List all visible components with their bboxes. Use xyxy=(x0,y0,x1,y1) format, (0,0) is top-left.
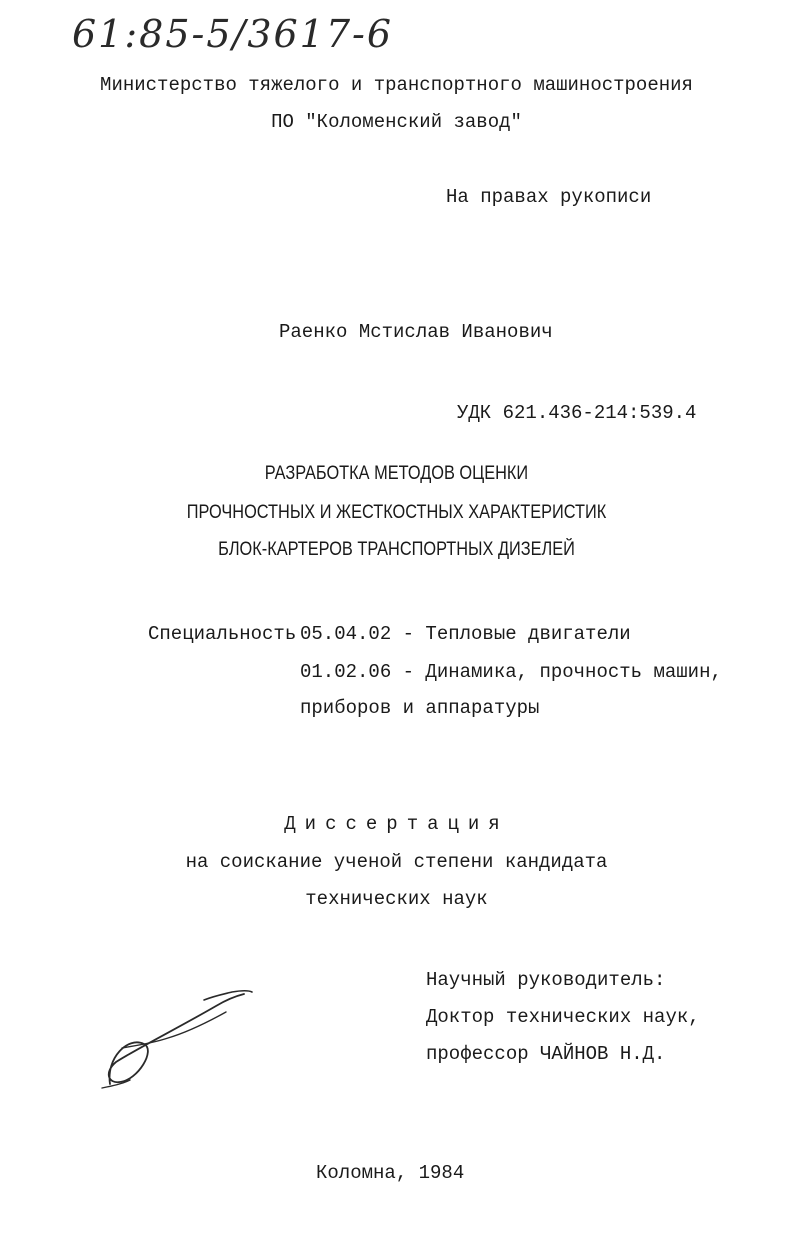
degree-line-2: технических наук xyxy=(305,888,488,910)
supervisor-line-2: Доктор технических наук, xyxy=(426,1006,700,1028)
specialty-line-2: 01.02.06 - Динамика, прочность машин, xyxy=(300,661,722,683)
supervisor-line-3: профессор ЧАЙНОВ Н.Д. xyxy=(426,1043,666,1065)
archive-code-handwritten: 61:85-5/3617-6 xyxy=(72,12,394,56)
organization-name: ПО "Коломенский завод" xyxy=(271,111,522,133)
specialty-line-3: приборов и аппаратуры xyxy=(300,697,540,719)
title-line-3: БЛОК-КАРТЕРОВ ТРАНСПОРТНЫХ ДИЗЕЛЕЙ xyxy=(218,539,575,560)
place-and-year: Коломна, 1984 xyxy=(316,1162,465,1184)
dissertation-heading: Диссертация xyxy=(284,813,509,835)
degree-line-1: на соискание ученой степени кандидата xyxy=(185,851,608,873)
supervisor-line-1: Научный руководитель: xyxy=(426,969,666,991)
supervisor-signature xyxy=(98,988,258,1098)
specialty-label: Специальность xyxy=(148,623,297,645)
title-line-1: РАЗРАБОТКА МЕТОДОВ ОЦЕНКИ xyxy=(264,463,529,484)
udc-code: УДК 621.436-214:539.4 xyxy=(457,402,697,424)
manuscript-note: На правах рукописи xyxy=(446,186,652,208)
author-name: Раенко Мстислав Иванович xyxy=(279,321,553,343)
ministry-name: Министерство тяжелого и транспортного машиностроения xyxy=(100,74,693,96)
title-line-2: ПРОЧНОСТНЫХ И ЖЕСТКОСТНЫХ ХАРАКТЕРИСТИК xyxy=(186,502,607,523)
specialty-line-1: 05.04.02 - Тепловые двигатели xyxy=(300,623,631,645)
